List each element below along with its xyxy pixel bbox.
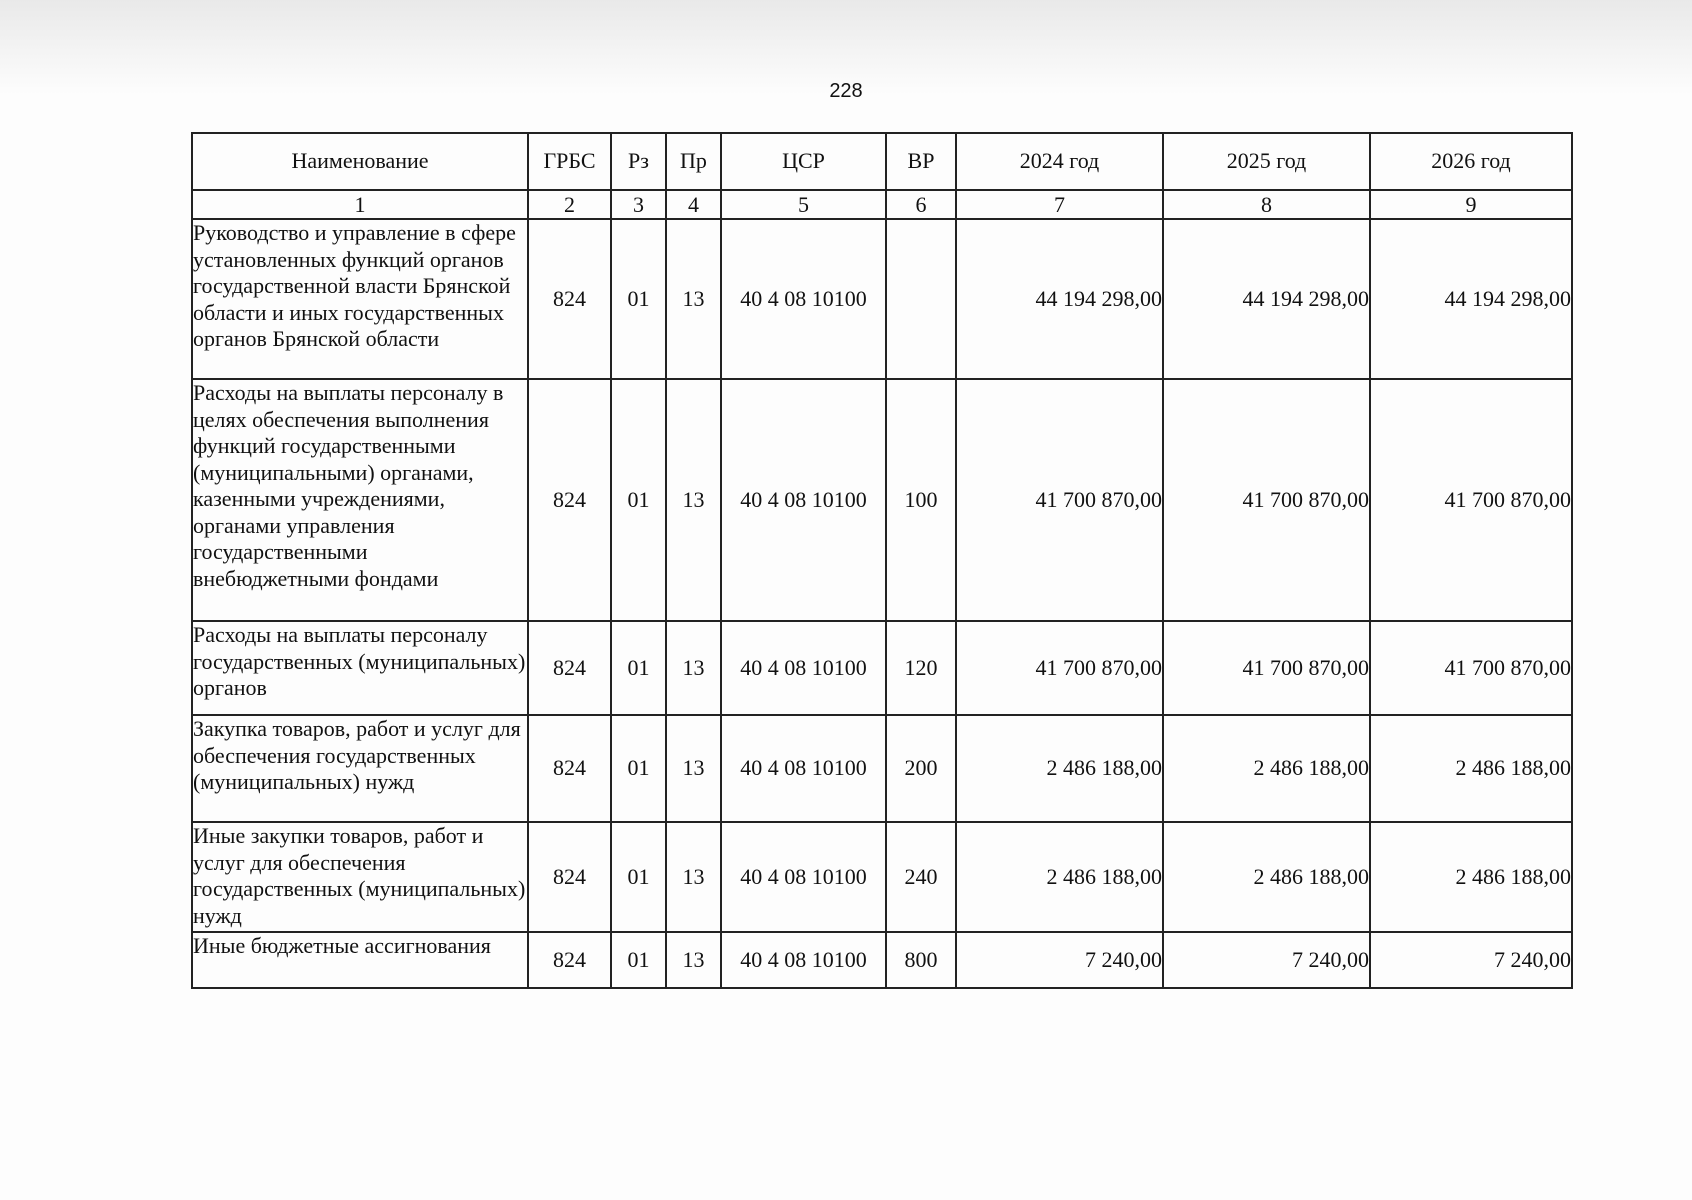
table-row [192, 715, 1572, 822]
row-amount-2026: 7 240,00 [1370, 932, 1572, 988]
row-amount-2024: 7 240,00 [956, 932, 1163, 988]
row-pr: 13 [666, 822, 721, 932]
row-pr: 13 [666, 219, 721, 379]
header-2026: 2026 год [1370, 133, 1572, 190]
row-amount-2024: 41 700 870,00 [956, 621, 1163, 715]
column-number: 9 [1370, 190, 1572, 219]
header-name: Наименование [192, 133, 528, 190]
row-vr: 240 [886, 822, 956, 932]
row-name: Иные закупки товаров, работ и услуг для обеспечения государственных (муниципальных) нужд [192, 822, 528, 932]
row-rz: 01 [611, 219, 666, 379]
row-pr: 13 [666, 715, 721, 822]
row-csr: 40 4 08 10100 [721, 621, 886, 715]
row-amount-2026: 2 486 188,00 [1370, 822, 1572, 932]
header-pr: Пр [666, 133, 721, 190]
row-amount-2026: 41 700 870,00 [1370, 621, 1572, 715]
header-vr: ВР [886, 133, 956, 190]
row-amount-2025: 2 486 188,00 [1163, 715, 1370, 822]
row-grbs: 824 [528, 715, 611, 822]
row-pr: 13 [666, 621, 721, 715]
row-vr: 800 [886, 932, 956, 988]
row-grbs: 824 [528, 932, 611, 988]
table-row [192, 219, 1572, 379]
table-row [192, 621, 1572, 715]
row-vr: 100 [886, 379, 956, 621]
page-number: 228 [829, 80, 863, 102]
row-grbs: 824 [528, 621, 611, 715]
row-amount-2024: 2 486 188,00 [956, 715, 1163, 822]
row-csr: 40 4 08 10100 [721, 715, 886, 822]
column-number: 8 [1163, 190, 1370, 219]
header-grbs: ГРБС [528, 133, 611, 190]
row-amount-2025: 2 486 188,00 [1163, 822, 1370, 932]
row-amount-2026: 41 700 870,00 [1370, 379, 1572, 621]
row-grbs: 824 [528, 822, 611, 932]
row-name: Руководство и управление в сфере установленных функций органов государственной власти Брянской области и иных государственных органов Брянской области [192, 219, 528, 379]
row-rz: 01 [611, 715, 666, 822]
row-pr: 13 [666, 379, 721, 621]
column-number: 5 [721, 190, 886, 219]
row-amount-2025: 41 700 870,00 [1163, 621, 1370, 715]
row-amount-2026: 2 486 188,00 [1370, 715, 1572, 822]
row-name: Иные бюджетные ассигнования [192, 932, 528, 988]
header-2024: 2024 год [956, 133, 1163, 190]
row-grbs: 824 [528, 379, 611, 621]
row-csr: 40 4 08 10100 [721, 379, 886, 621]
table-row [192, 932, 1572, 988]
column-number: 1 [192, 190, 528, 219]
row-name: Расходы на выплаты персоналу в целях обеспечения выполнения функций государственными (муниципальными) органами, казенными учреждениями, органами управления государственными внебюджетными фондами [192, 379, 528, 621]
header-rz: Рз [611, 133, 666, 190]
row-amount-2025: 41 700 870,00 [1163, 379, 1370, 621]
row-rz: 01 [611, 932, 666, 988]
row-name: Расходы на выплаты персоналу государственных (муниципальных) органов [192, 621, 528, 715]
header-csr: ЦСР [721, 133, 886, 190]
column-number: 3 [611, 190, 666, 219]
header-2025: 2025 год [1163, 133, 1370, 190]
row-rz: 01 [611, 621, 666, 715]
table-row [192, 822, 1572, 932]
column-number: 2 [528, 190, 611, 219]
row-pr: 13 [666, 932, 721, 988]
row-name: Закупка товаров, работ и услуг для обеспечения государственных (муниципальных) нужд [192, 715, 528, 822]
row-amount-2026: 44 194 298,00 [1370, 219, 1572, 379]
row-csr: 40 4 08 10100 [721, 219, 886, 379]
row-vr: 120 [886, 621, 956, 715]
row-amount-2025: 7 240,00 [1163, 932, 1370, 988]
column-number-row [192, 190, 1572, 219]
row-csr: 40 4 08 10100 [721, 932, 886, 988]
row-amount-2024: 41 700 870,00 [956, 379, 1163, 621]
column-number: 6 [886, 190, 956, 219]
row-vr: 200 [886, 715, 956, 822]
column-number: 4 [666, 190, 721, 219]
header-row [192, 133, 1572, 190]
row-vr [886, 219, 956, 379]
row-amount-2024: 2 486 188,00 [956, 822, 1163, 932]
column-number: 7 [956, 190, 1163, 219]
row-rz: 01 [611, 822, 666, 932]
row-csr: 40 4 08 10100 [721, 822, 886, 932]
table-row [192, 379, 1572, 621]
budget-table [191, 132, 1573, 989]
row-grbs: 824 [528, 219, 611, 379]
row-amount-2024: 44 194 298,00 [956, 219, 1163, 379]
row-amount-2025: 44 194 298,00 [1163, 219, 1370, 379]
row-rz: 01 [611, 379, 666, 621]
